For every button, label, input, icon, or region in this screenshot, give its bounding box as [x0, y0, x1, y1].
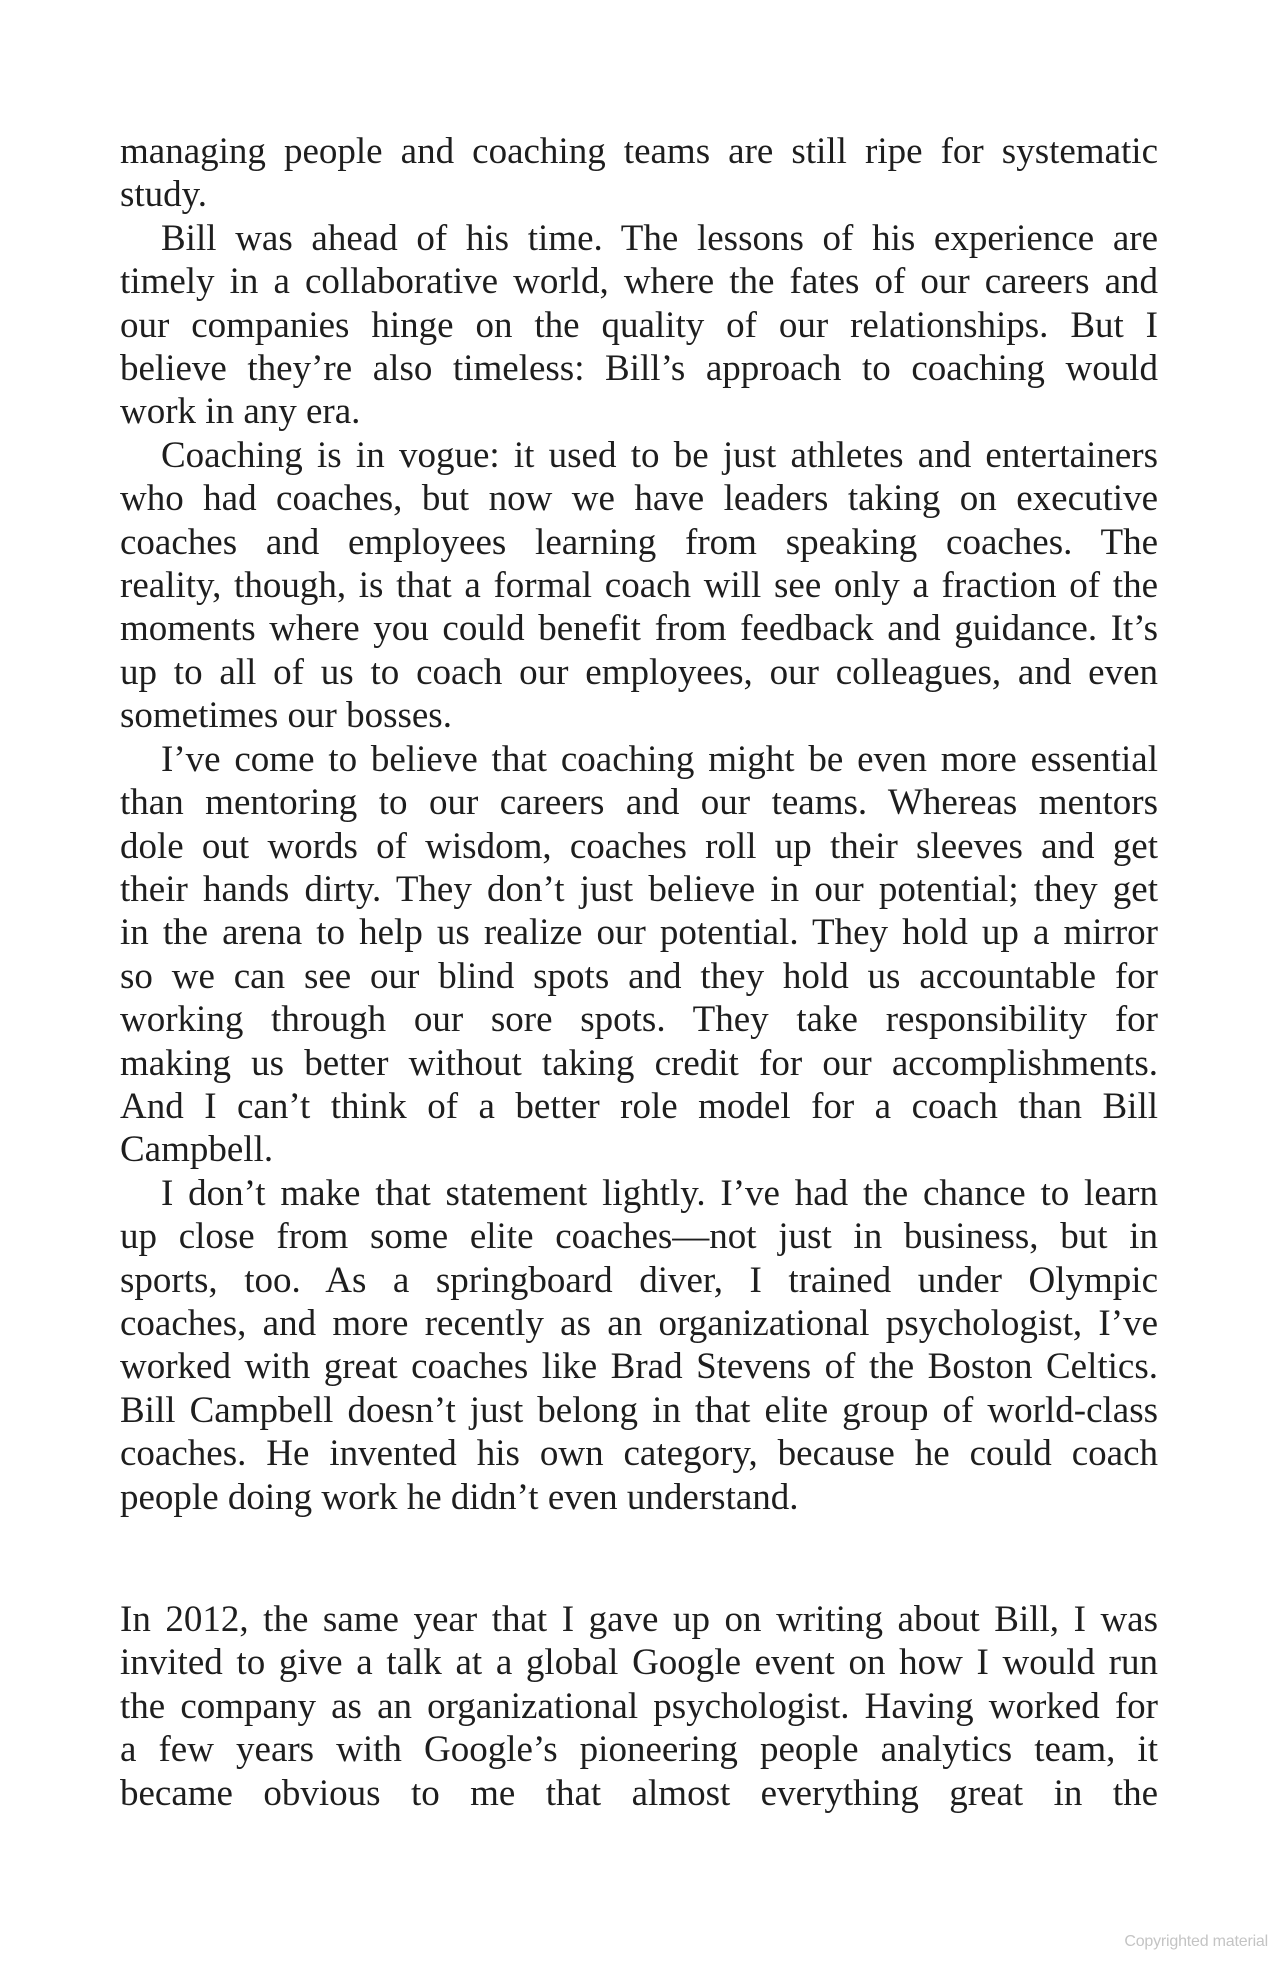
text-line: up close from some elite coaches—not just in business, but in	[120, 1216, 1158, 1258]
text-line: study.	[120, 174, 208, 216]
text-line: worked with great coaches like Brad Stevens of the Boston Celtics.	[120, 1346, 1158, 1388]
text-line: sports, too. As a springboard diver, I trained under Olympic	[120, 1259, 1158, 1301]
text-line: Campbell.	[120, 1129, 274, 1171]
paragraph	[120, 130, 1158, 217]
paragraph	[120, 434, 1158, 738]
copyright-watermark: Copyrighted material	[1124, 1933, 1268, 1950]
text-line: reality, though, is that a formal coach will see only a fraction of the	[120, 565, 1158, 607]
text-line: invited to give a talk at a global Google event on how I would run	[120, 1642, 1158, 1684]
text-line: managing people and coaching teams are still ripe for systematic	[120, 131, 1158, 172]
text-line: coaches and employees learning from speaking coaches. The	[120, 521, 1158, 563]
text-line: Bill was ahead of his time. The lessons of his experience are	[161, 217, 1158, 259]
text-line: I’ve come to believe that coaching might be even more essential	[161, 738, 1158, 780]
text-line: so we can see our blind spots and they hold us accountable for	[120, 955, 1158, 997]
text-line: timely in a collaborative world, where the fates of our careers and	[120, 261, 1158, 303]
text-line: believe they’re also timeless: Bill’s approach to coaching would	[120, 348, 1158, 390]
text-line: people doing work he didn’t even understand.	[120, 1476, 799, 1518]
text-line: Coaching is in vogue: it used to be just athletes and entertainers	[161, 434, 1158, 476]
text-line: coaches, and more recently as an organizational psychologist, I’ve	[120, 1302, 1158, 1344]
text-line: coaches. He invented his own category, because he could coach	[120, 1433, 1158, 1475]
text-line: became obvious to me that almost everything great in the	[120, 1772, 1158, 1814]
paragraph	[120, 738, 1158, 1172]
text-line: dole out words of wisdom, coaches roll up their sleeves and get	[120, 825, 1158, 867]
text-line: our companies hinge on the quality of our relationships. But I	[120, 304, 1158, 346]
text-line: who had coaches, but now we have leaders taking on executive	[120, 478, 1158, 520]
text-line: in the arena to help us realize our potential. They hold up a mirror	[120, 912, 1158, 954]
text-line: the company as an organizational psychologist. Having worked for	[120, 1685, 1158, 1727]
text-line: And I can’t think of a better role model for a coach than Bill	[120, 1085, 1158, 1127]
paragraph	[120, 1172, 1158, 1519]
text-line: sometimes our bosses.	[120, 695, 452, 737]
text-line: In 2012, the same year that I gave up on writing about Bill, I was	[120, 1599, 1158, 1640]
text-line: than mentoring to our careers and our teams. Whereas mentors	[120, 782, 1158, 824]
paragraph	[120, 1598, 1158, 1815]
text-line: a few years with Google’s pioneering people analytics team, it	[120, 1729, 1158, 1771]
text-line: working through our sore spots. They take responsibility for	[120, 999, 1158, 1041]
text-line: their hands dirty. They don’t just believe in our potential; they get	[120, 868, 1158, 910]
text-line: up to all of us to coach our employees, our colleagues, and even	[120, 651, 1158, 693]
text-line: moments where you could benefit from feedback and guidance. It’s	[120, 608, 1158, 650]
text-line: making us better without taking credit for our accomplishments.	[120, 1042, 1158, 1084]
text-line: Bill Campbell doesn’t just belong in that elite group of world-class	[120, 1389, 1158, 1431]
page-text-block	[120, 130, 1158, 1815]
paragraph	[120, 217, 1158, 434]
text-line: I don’t make that statement lightly. I’ve had the chance to learn	[161, 1172, 1158, 1214]
text-line: work in any era.	[120, 391, 361, 433]
